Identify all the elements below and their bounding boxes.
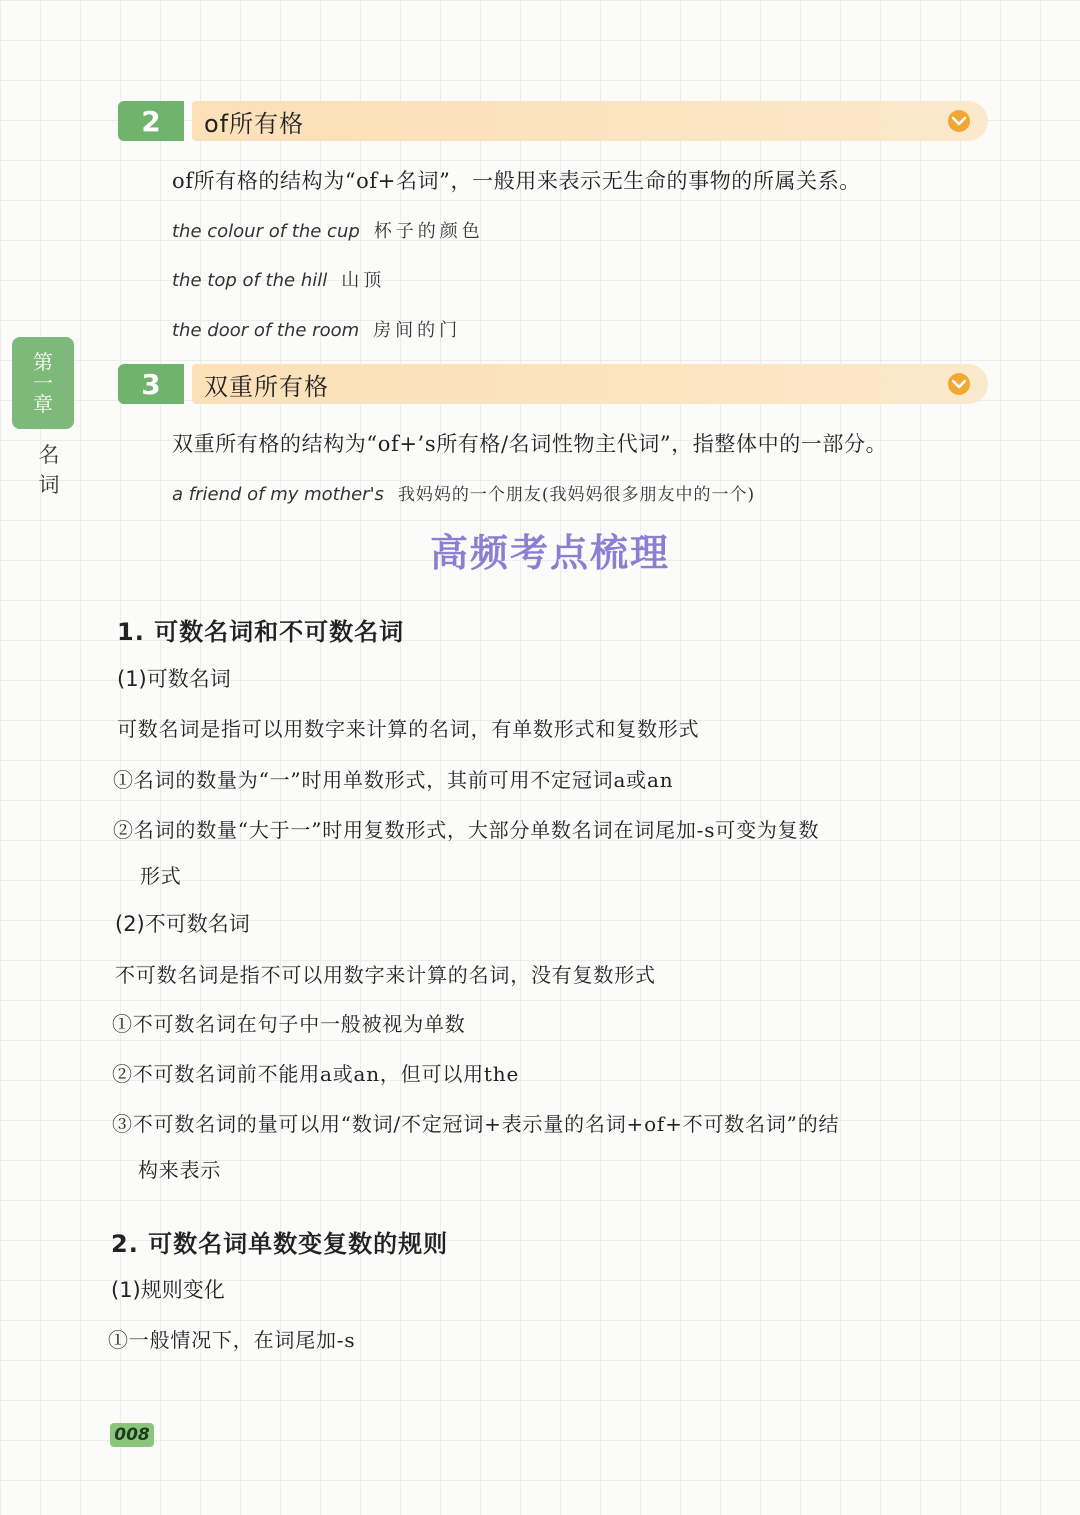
list-item: ①一般情况下，在词尾加-s	[108, 1328, 356, 1352]
list-item: ③不可数名词的量可以用“数词/不定冠词+表示量的名词+of+不可数名词”的结	[112, 1112, 840, 1136]
chevron-down-icon	[948, 373, 970, 395]
section-title-band	[192, 364, 988, 404]
section-title-band	[192, 101, 988, 141]
example-cn: 山顶	[341, 270, 386, 291]
topic-heading: 1. 可数名词和不可数名词	[117, 618, 405, 646]
page-title: 高频考点梳理	[429, 531, 670, 575]
example-en: a friend of my mother's	[172, 484, 384, 505]
section-title: 双重所有格	[204, 372, 329, 401]
section-number: 2	[118, 101, 184, 141]
example-cn: 杯子的颜色	[373, 221, 484, 242]
example-en: the door of the room	[172, 320, 360, 341]
chapter-char: 章	[33, 391, 53, 416]
example-cn: 我妈妈的一个朋友(我妈妈很多朋友中的一个)	[397, 485, 756, 505]
chapter-name-char: 名	[38, 443, 60, 467]
chapter-char: 一	[33, 370, 53, 395]
chapter-name-char: 词	[38, 473, 60, 498]
page-number: 008	[110, 1423, 154, 1447]
section-2-header	[118, 101, 988, 141]
example-line	[172, 316, 461, 342]
subtopic-heading: (1)可数名词	[117, 667, 231, 691]
section-title: of所有格	[204, 109, 305, 138]
example-en: the colour of the cup	[172, 221, 360, 242]
example-line	[172, 217, 484, 243]
topic-heading: 2. 可数名词单数变复数的规则	[111, 1230, 449, 1258]
chapter-tab	[12, 337, 74, 429]
chapter-char: 第	[33, 349, 53, 374]
list-item: ②名词的数量“大于一”时用复数形式，大部分单数名词在词尾加-s可变为复数	[113, 818, 820, 842]
chevron-down-icon	[948, 110, 970, 132]
text-line: 可数名词是指可以用数字来计算的名词，有单数形式和复数形式	[117, 717, 700, 741]
list-item: ①不可数名词在句子中一般被视为单数	[112, 1012, 466, 1036]
list-item-continued: 构来表示	[138, 1158, 222, 1182]
list-item-continued: 形式	[140, 864, 182, 888]
example-en: the top of the hill	[172, 270, 328, 291]
section-number: 3	[118, 364, 184, 404]
list-item: ①名词的数量为“一”时用单数形式，其前可用不定冠词a或an	[113, 768, 674, 792]
chapter-name	[34, 440, 64, 501]
example-cn: 房间的门	[373, 320, 462, 341]
text-line: 不可数名词是指不可以用数字来计算的名词，没有复数形式	[115, 963, 656, 987]
section-2-description: of所有格的结构为“of+名词”，一般用来表示无生命的事物的所属关系。	[172, 169, 861, 193]
subtopic-heading: (1)规则变化	[111, 1278, 225, 1302]
section-3-header	[118, 364, 988, 404]
list-item: ②不可数名词前不能用a或an，但可以用the	[112, 1062, 520, 1086]
example-line	[172, 480, 755, 505]
section-3-description: 双重所有格的结构为“of+’s所有格/名词性物主代词”，指整体中的一部分。	[172, 432, 888, 456]
subtopic-heading: (2)不可数名词	[115, 912, 250, 936]
example-line	[172, 266, 385, 292]
